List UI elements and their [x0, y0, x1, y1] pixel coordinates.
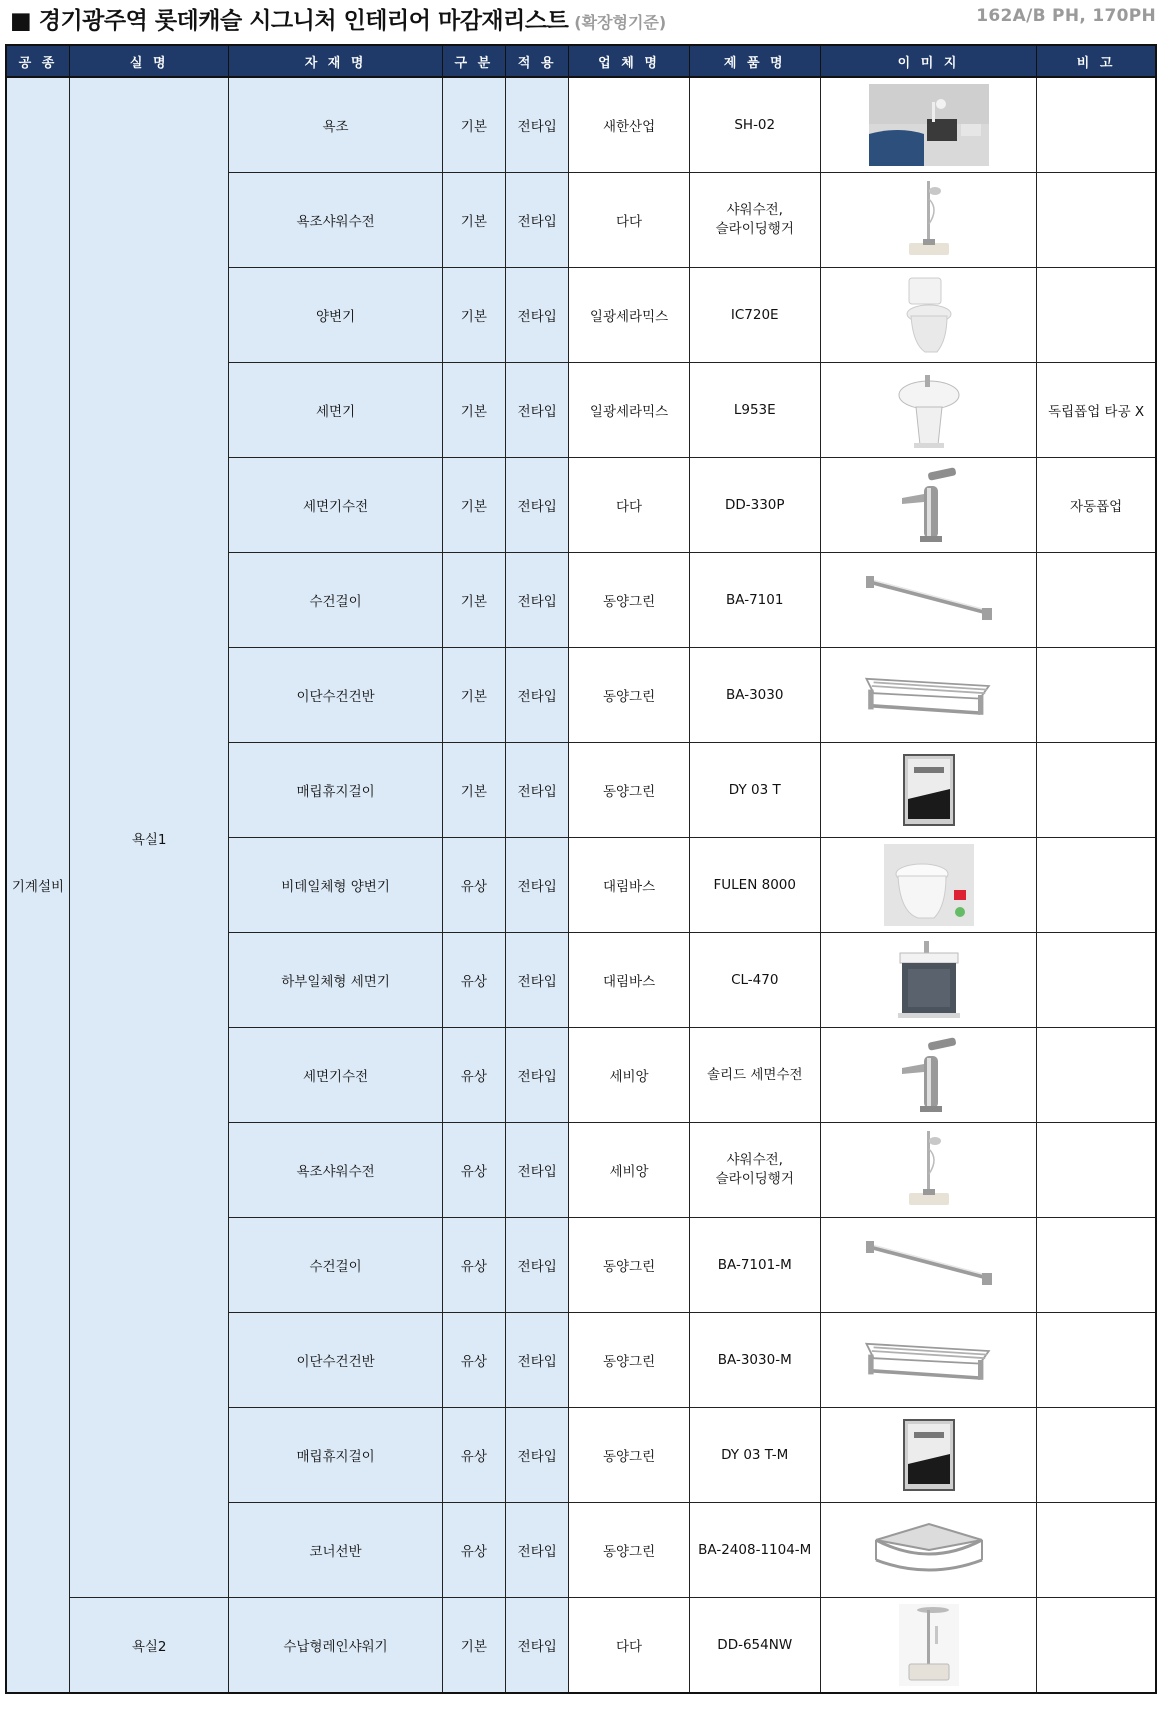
image-cell [820, 933, 1036, 1028]
material-cell: 욕조 [229, 77, 442, 173]
col-header-vendor: 업 체 명 [569, 45, 689, 77]
product-cell: IC720E [689, 268, 820, 363]
vanity-basin-icon [861, 937, 996, 1023]
material-cell: 수건걸이 [229, 553, 442, 648]
basin-faucet-icon [861, 462, 996, 548]
vendor-cell: 다다 [569, 1598, 689, 1694]
page-subtitle: (확장형기준) [574, 13, 667, 32]
image-cell [820, 1598, 1036, 1694]
material-cell: 비데일체형 양변기 [229, 838, 442, 933]
product-cell: DD-654NW [689, 1598, 820, 1694]
model-label: 162A/B PH, 170PH [976, 6, 1156, 26]
material-cell: 매립휴지걸이 [229, 1408, 442, 1503]
apply-cell: 전타입 [506, 458, 569, 553]
note-cell [1037, 1028, 1156, 1123]
image-cell [820, 1218, 1036, 1313]
type-cell: 기본 [442, 363, 505, 458]
product-cell: BA-7101 [689, 553, 820, 648]
note-cell [1037, 1218, 1156, 1313]
image-cell [820, 1313, 1036, 1408]
material-cell: 세면기수전 [229, 458, 442, 553]
material-cell: 양변기 [229, 268, 442, 363]
vendor-cell: 동양그린 [569, 648, 689, 743]
page-header [0, 0, 1160, 36]
type-cell: 유상 [442, 1503, 505, 1598]
col-header-product: 제 품 명 [689, 45, 820, 77]
product-cell: BA-7101-M [689, 1218, 820, 1313]
note-cell [1037, 743, 1156, 838]
apply-cell: 전타입 [506, 77, 569, 173]
product-cell: DD-330P [689, 458, 820, 553]
product-cell: FULEN 8000 [689, 838, 820, 933]
vendor-cell: 동양그린 [569, 743, 689, 838]
rain-shower-icon [861, 1602, 996, 1688]
note-cell [1037, 1503, 1156, 1598]
col-header-image: 이 미 지 [820, 45, 1036, 77]
material-cell: 하부일체형 세면기 [229, 933, 442, 1028]
image-cell [820, 1123, 1036, 1218]
type-cell: 유상 [442, 1028, 505, 1123]
image-cell [820, 838, 1036, 933]
apply-cell: 전타입 [506, 838, 569, 933]
apply-cell: 전타입 [506, 173, 569, 268]
vendor-cell: 동양그린 [569, 1218, 689, 1313]
note-cell [1037, 173, 1156, 268]
vendor-cell: 다다 [569, 458, 689, 553]
bidet-toilet-icon [861, 842, 996, 928]
apply-cell: 전타입 [506, 1503, 569, 1598]
towel-bar-icon [861, 557, 996, 643]
apply-cell: 전타입 [506, 1598, 569, 1694]
image-cell [820, 743, 1036, 838]
image-cell [820, 268, 1036, 363]
vendor-cell: 세비앙 [569, 1028, 689, 1123]
type-cell: 기본 [442, 268, 505, 363]
basin-faucet-icon [861, 1032, 996, 1118]
product-cell: DY 03 T-M [689, 1408, 820, 1503]
paper-holder-icon [861, 747, 996, 833]
apply-cell: 전타입 [506, 1028, 569, 1123]
vendor-cell: 동양그린 [569, 553, 689, 648]
table-row [6, 77, 1156, 173]
washbasin-icon [861, 367, 996, 453]
type-cell: 유상 [442, 1123, 505, 1218]
vendor-cell: 새한산업 [569, 77, 689, 173]
apply-cell: 전타입 [506, 1408, 569, 1503]
towel-shelf-icon [861, 1317, 996, 1403]
note-cell [1037, 1313, 1156, 1408]
note-cell [1037, 648, 1156, 743]
note-cell [1037, 1408, 1156, 1503]
apply-cell: 전타입 [506, 743, 569, 838]
material-cell: 수건걸이 [229, 1218, 442, 1313]
product-cell: BA-3030-M [689, 1313, 820, 1408]
vendor-cell: 일광세라믹스 [569, 363, 689, 458]
table-body [6, 77, 1156, 1693]
type-cell: 유상 [442, 838, 505, 933]
room-cell-bath1: 욕실1 [69, 77, 229, 1598]
material-cell: 이단수건건반 [229, 1313, 442, 1408]
apply-cell: 전타입 [506, 553, 569, 648]
type-cell: 기본 [442, 173, 505, 268]
image-cell [820, 363, 1036, 458]
apply-cell: 전타입 [506, 268, 569, 363]
col-header-trade: 공 종 [6, 45, 69, 77]
note-cell [1037, 933, 1156, 1028]
image-cell [820, 458, 1036, 553]
table-row [6, 1598, 1156, 1694]
product-cell: 샤워수전, 슬라이딩행거 [689, 1123, 820, 1218]
trade-cell: 기계설비 [6, 77, 69, 1693]
material-cell: 코너선반 [229, 1503, 442, 1598]
image-cell [820, 173, 1036, 268]
type-cell: 기본 [442, 1598, 505, 1694]
vendor-cell: 동양그린 [569, 1313, 689, 1408]
product-cell: 샤워수전, 슬라이딩행거 [689, 173, 820, 268]
apply-cell: 전타입 [506, 933, 569, 1028]
vendor-cell: 대림바스 [569, 933, 689, 1028]
shower-slide-icon [861, 1127, 996, 1213]
material-cell: 이단수건건반 [229, 648, 442, 743]
type-cell: 유상 [442, 1218, 505, 1313]
material-cell: 매립휴지걸이 [229, 743, 442, 838]
page-title [10, 2, 666, 35]
note-cell [1037, 1123, 1156, 1218]
apply-cell: 전타입 [506, 1313, 569, 1408]
image-cell [820, 553, 1036, 648]
material-cell: 세면기수전 [229, 1028, 442, 1123]
room-cell-bath2: 욕실2 [69, 1598, 229, 1694]
product-cell: L953E [689, 363, 820, 458]
image-cell [820, 648, 1036, 743]
vendor-cell: 세비앙 [569, 1123, 689, 1218]
note-cell: 자동폽업 [1037, 458, 1156, 553]
corner-shelf-icon [861, 1507, 996, 1593]
note-cell [1037, 268, 1156, 363]
note-cell [1037, 838, 1156, 933]
product-cell: BA-3030 [689, 648, 820, 743]
vendor-cell: 일광세라믹스 [569, 268, 689, 363]
apply-cell: 전타입 [506, 648, 569, 743]
col-header-apply: 적 용 [506, 45, 569, 77]
page-title-text: ■ 경기광주역 롯데캐슬 시그니처 인테리어 마감재리스트 [10, 8, 569, 34]
finish-material-table [5, 44, 1157, 1694]
type-cell: 기본 [442, 77, 505, 173]
apply-cell: 전타입 [506, 1123, 569, 1218]
type-cell: 기본 [442, 458, 505, 553]
vendor-cell: 다다 [569, 173, 689, 268]
vendor-cell: 동양그린 [569, 1408, 689, 1503]
towel-shelf-icon [861, 652, 996, 738]
towel-bar-icon [861, 1222, 996, 1308]
image-cell [820, 1503, 1036, 1598]
product-cell: BA-2408-1104-M [689, 1503, 820, 1598]
product-cell: CL-470 [689, 933, 820, 1028]
material-cell: 욕조샤워수전 [229, 173, 442, 268]
product-cell: DY 03 T [689, 743, 820, 838]
product-cell: SH-02 [689, 77, 820, 173]
type-cell: 기본 [442, 553, 505, 648]
apply-cell: 전타입 [506, 363, 569, 458]
paper-holder-icon [861, 1412, 996, 1498]
shower-slide-icon [861, 177, 996, 263]
col-header-note: 비 고 [1037, 45, 1156, 77]
col-header-material: 자 재 명 [229, 45, 442, 77]
material-cell: 욕조샤워수전 [229, 1123, 442, 1218]
type-cell: 유상 [442, 1408, 505, 1503]
material-cell: 세면기 [229, 363, 442, 458]
note-cell [1037, 77, 1156, 173]
col-header-room: 실 명 [69, 45, 229, 77]
col-header-type: 구 분 [442, 45, 505, 77]
type-cell: 유상 [442, 933, 505, 1028]
apply-cell: 전타입 [506, 1218, 569, 1313]
image-cell [820, 1408, 1036, 1503]
note-cell [1037, 553, 1156, 648]
vendor-cell: 대림바스 [569, 838, 689, 933]
bathtub-icon [861, 82, 996, 168]
toilet-icon [861, 272, 996, 358]
type-cell: 유상 [442, 1313, 505, 1408]
note-cell: 독립폽업 타공 X [1037, 363, 1156, 458]
image-cell [820, 77, 1036, 173]
type-cell: 기본 [442, 743, 505, 838]
material-cell: 수납형레인샤워기 [229, 1598, 442, 1694]
vendor-cell: 동양그린 [569, 1503, 689, 1598]
table-header-row [6, 45, 1156, 77]
type-cell: 기본 [442, 648, 505, 743]
note-cell [1037, 1598, 1156, 1694]
product-cell: 솔리드 세면수전 [689, 1028, 820, 1123]
image-cell [820, 1028, 1036, 1123]
